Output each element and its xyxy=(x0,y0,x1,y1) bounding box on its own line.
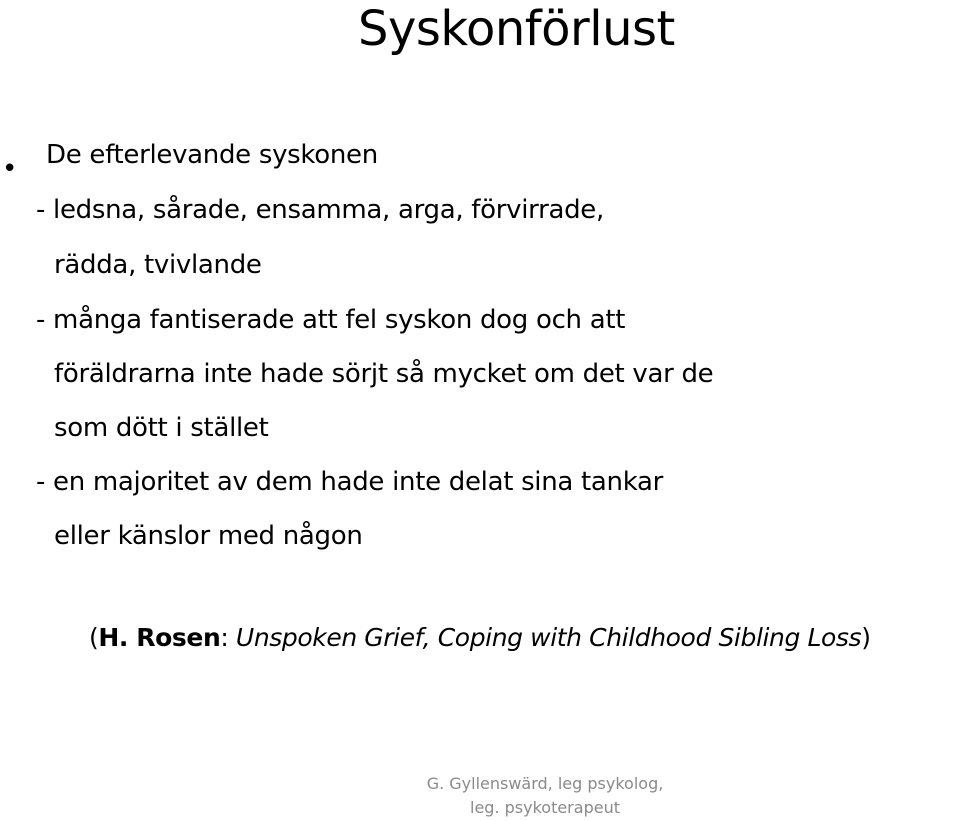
citation-open: ( xyxy=(89,623,99,652)
footer-line-1: G. Gyllenswärd, leg psykolog, xyxy=(426,774,664,793)
citation-separator: : xyxy=(220,623,236,652)
slide-title: Syskonförlust xyxy=(358,1,675,57)
bullet-heading: De efterlevande syskonen xyxy=(46,140,378,170)
bullet-line-4: föräldrarna inte hade sörjt så mycket om det var de xyxy=(54,359,714,389)
bullet-line-1: - ledsna, sårade, ensamma, arga, förvirrade, xyxy=(36,195,604,225)
bullet-line-3: - många fantiserade att fel syskon dog och att xyxy=(36,305,626,335)
bullet-line-6: - en majoritet av dem hade inte delat sina tankar xyxy=(36,467,664,497)
bullet-line-7: eller känslor med någon xyxy=(54,521,363,551)
citation xyxy=(89,620,871,656)
bullet-line-5: som dött i stället xyxy=(54,413,269,443)
citation-author: H. Rosen xyxy=(98,623,221,652)
citation-close: ) xyxy=(861,623,871,652)
bullet-line-2: rädda, tvivlande xyxy=(54,250,262,280)
slide-footer xyxy=(420,772,670,820)
bullet-icon: • xyxy=(2,154,18,184)
citation-work: Unspoken Grief, Coping with Childhood Sibling Loss xyxy=(235,623,862,652)
footer-line-2: leg. psykoterapeut xyxy=(470,798,620,817)
